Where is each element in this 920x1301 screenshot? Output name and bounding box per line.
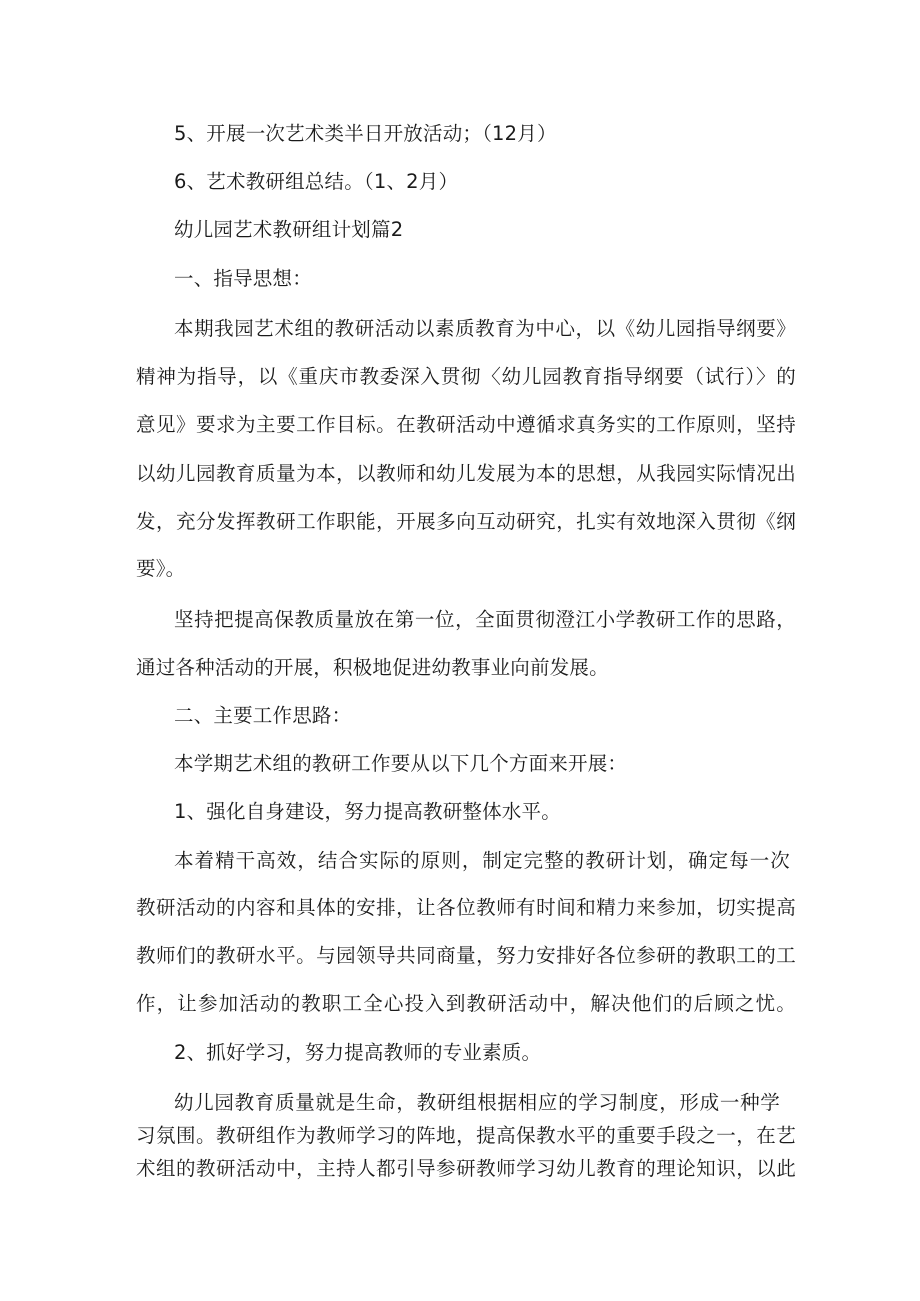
section-heading: 一、指导思想：: [174, 267, 312, 290]
section-title: 幼儿园艺术教研组计划篇2: [174, 218, 404, 241]
text-line: 发，充分发挥教研工作职能，开展多向互动研究，扎实有效地深入贯彻《纲: [136, 510, 796, 533]
text-line: 习氛围。教研组作为教师学习的阵地，提高保教水平的重要手段之一，在艺: [136, 1124, 796, 1147]
subsection-heading: 2、抓好学习，努力提高教师的专业素质。: [174, 1041, 542, 1064]
text-line: 本期我园艺术组的教研活动以素质教育为中心，以《幼儿园指导纲要》: [174, 317, 796, 340]
text-line: 术组的教研活动中，主持人都引导参研教师学习幼儿教育的理论知识，以此: [136, 1157, 796, 1180]
text-line: 精神为指导，以《重庆市教委深入贯彻〈幼儿园教育指导纲要（试行）〉的: [136, 365, 796, 388]
text-line: 通过各种活动的开展，积极地促进幼教事业向前发展。: [136, 656, 609, 679]
text-line: 教研活动的内容和具体的安排，让各位教师有时间和精力来参加，切实提高: [136, 896, 796, 919]
text-line: 坚持把提高保教质量放在第一位，全面贯彻澄江小学教研工作的思路，: [174, 608, 796, 631]
section-heading: 二、主要工作思路：: [174, 704, 352, 727]
text-line: 本着精干高效，结合实际的原则，制定完整的教研计划，确定每一次: [174, 849, 790, 872]
text-line: 意见》要求为主要工作目标。在教研活动中遵循求真务实的工作原则，坚持: [136, 413, 796, 436]
text-line: 5、开展一次艺术类半日开放活动；（12月）: [174, 122, 557, 145]
text-line: 本学期艺术组的教研工作要从以下几个方面来开展：: [174, 752, 628, 775]
text-line: 以幼儿园教育质量为本，以教师和幼儿发展为本的思想，从我园实际情况出: [136, 462, 796, 485]
text-line: 教师们的教研水平。与园领导共同商量，努力安排好各位参研的教职工的工: [136, 944, 796, 967]
subsection-heading: 1、强化自身建设，努力提高教研整体水平。: [174, 800, 561, 823]
text-line: 要》。: [136, 557, 186, 580]
text-line: 幼儿园教育质量就是生命，教研组根据相应的学习制度，形成一种学: [174, 1091, 780, 1114]
text-line: 6、艺术教研组总结。（1、2月）: [174, 170, 459, 193]
text-line: 作，让参加活动的教职工全心投入到教研活动中，解决他们的后顾之忧。: [136, 992, 796, 1015]
